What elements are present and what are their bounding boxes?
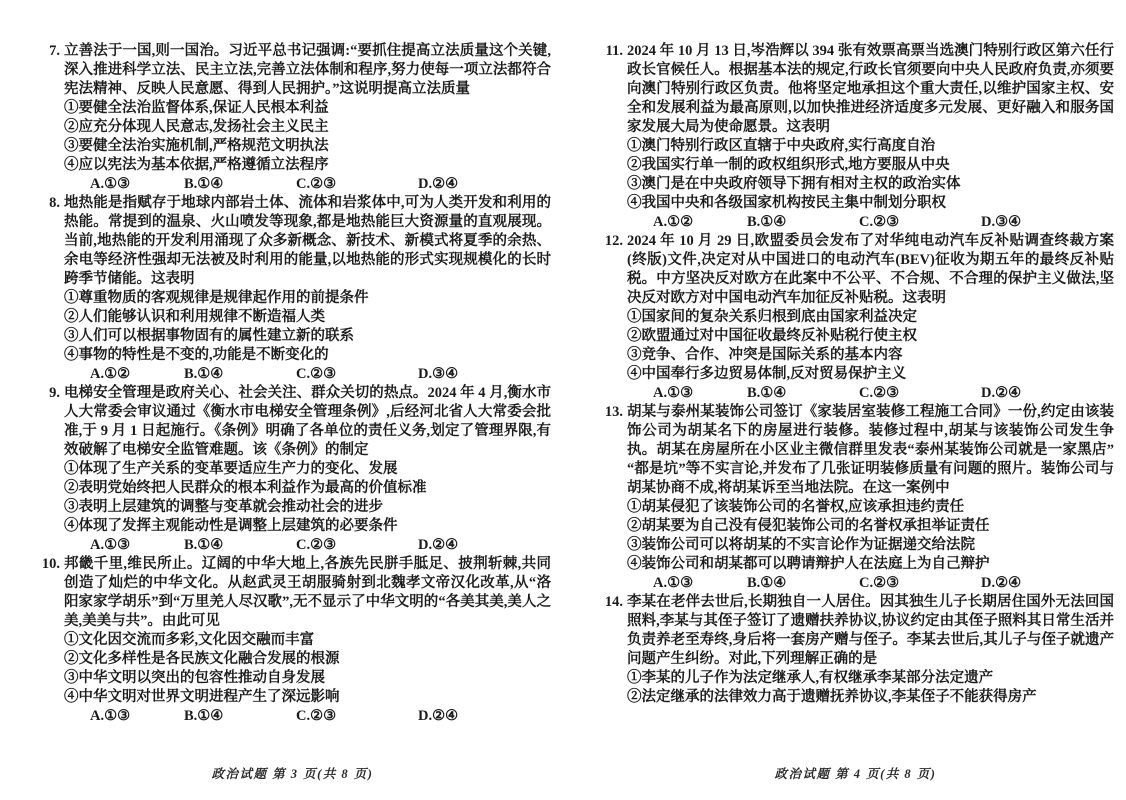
choice-c: C.②③ xyxy=(296,366,337,382)
choice-d: D.③④ xyxy=(418,366,459,382)
question-11 xyxy=(597,42,1114,232)
choice-b: B.①④ xyxy=(184,366,224,382)
page-4-questions xyxy=(597,42,1114,707)
answer-choices-row xyxy=(627,384,1114,403)
question-number: 8. xyxy=(49,195,60,211)
choice-a: A.①③ xyxy=(653,575,694,591)
option-item-3: ③装饰公司可以将胡某的不实言论作为证据递交给法院 xyxy=(627,537,975,553)
option-item-2: ②人们能够认识和利用规律不断造福人类 xyxy=(64,309,325,325)
question-body xyxy=(64,384,551,555)
question-number: 10. xyxy=(41,556,60,572)
option-item-4: ④中华文明对世界文明进程产生了深远影响 xyxy=(64,689,340,705)
choice-a: A.①③ xyxy=(90,708,131,724)
answer-choices-row xyxy=(627,213,1114,232)
option-item-1: ①胡某侵犯了该装饰公司的名誉权,应该承担违约责任 xyxy=(627,499,965,515)
question-stem: 2024 年 10 月 29 日,欧盟委员会发布了对华纯电动汽车反补贴调查终裁方案(终版)文件,决定对从中国进口的电动汽车(BEV)征收为期五年的最终反补贴税。中方坚决反对欧方在此案中不公平、不合规、不合理的保护主义做法,坚决反对欧方对中国电动汽车加征反补贴税。这表明 xyxy=(627,233,1114,306)
option-item-3: ③表明上层建筑的调整与变革就会推动社会的进步 xyxy=(64,499,383,515)
choice-d: D.②④ xyxy=(418,708,459,724)
question-13 xyxy=(597,403,1114,593)
choice-b: B.①④ xyxy=(747,214,787,230)
option-item-3: ③要健全法治实施机制,严格规范文明执法 xyxy=(64,138,329,154)
question-body xyxy=(64,555,551,726)
choice-a: A.①③ xyxy=(653,385,694,401)
question-body xyxy=(627,42,1114,232)
question-stem: 邦畿千里,维民所止。辽阔的中华大地上,各族先民胼手胝足、披荆斩棘,共同创造了灿烂的中华文化。从赵武灵王胡服骑射到北魏孝文帝汉化改革,从“洛阳家家学胡乐”到“万里羌人尽汉歌”,无不显示了中华文明的“各美其美,美人之美,美美与共”。由此可见 xyxy=(64,556,551,629)
question-stem: 2024 年 10 月 13 日,岑浩辉以 394 张有效票高票当选澳门特别行政区第六任行政长官候任人。根据基本法的规定,行政长官须要向中央人民政府负责,亦须要向澳门特别行政区负责。他将坚定地承担这个重大责任,以维护国家主权、安全和发展利益为最高原则,以加快推进经济适度多元发展、更好融入和服务国家发展大局为使命愿景。这表明 xyxy=(627,43,1114,135)
option-item-2: ②欧盟通过对中国征收最终反补贴税行使主权 xyxy=(627,328,917,344)
choice-d: D.②④ xyxy=(418,537,459,553)
question-number: 9. xyxy=(49,385,60,401)
choice-d: D.②④ xyxy=(981,385,1022,401)
page-3-footer: 政治试题 第 3 页(共 8 页) xyxy=(211,767,374,781)
question-stem: 胡某与泰州某装饰公司签订《家装居室装修工程施工合同》一份,约定由该装饰公司为胡某名下的房屋进行装修。装修过程中,胡某与该装饰公司发生争执。胡某在房屋所在小区业主微信群里发表“泰州某装饰公司就是一家黑店”“都是坑”等不实言论,并发布了几张证明装修质量有问题的照片。装饰公司与胡某协商不成,将胡某诉至当地法院。在这一案例中 xyxy=(627,404,1114,496)
page-3-column xyxy=(34,42,551,788)
choice-c: C.②③ xyxy=(859,214,900,230)
option-item-4: ④我国中央和各级国家机构按民主集中制划分职权 xyxy=(627,195,946,211)
page-4-column xyxy=(597,42,1114,788)
page-4-footer: 政治试题 第 4 页(共 8 页) xyxy=(774,767,937,781)
option-item-4: ④事物的特性是不变的,功能是不断变化的 xyxy=(64,347,329,363)
option-item-1: ①文化因交流而多彩,文化因交融而丰富 xyxy=(64,632,315,648)
option-item-2: ②法定继承的法律效力高于遗赠抚养协议,李某侄子不能获得房产 xyxy=(627,689,1037,705)
page-3-questions xyxy=(34,42,551,726)
question-14 xyxy=(597,593,1114,707)
choice-a: A.①② xyxy=(90,366,131,382)
choice-b: B.①④ xyxy=(184,176,224,192)
question-body xyxy=(64,42,551,194)
option-item-2: ②我国实行单一制的政权组织形式,地方要服从中央 xyxy=(627,157,950,173)
choice-b: B.①④ xyxy=(184,708,224,724)
question-number: 13. xyxy=(604,404,623,420)
question-number: 14. xyxy=(604,594,623,610)
option-item-3: ③人们可以根据事物固有的属性建立新的联系 xyxy=(64,328,354,344)
option-item-1: ①李某的儿子作为法定继承人,有权继承李某部分法定遗产 xyxy=(627,670,994,686)
option-item-3: ③竞争、合作、冲突是国际关系的基本内容 xyxy=(627,347,903,363)
choice-a: A.①③ xyxy=(90,537,131,553)
choice-d: D.②④ xyxy=(981,575,1022,591)
option-item-1: ①尊重物质的客观规律是规律起作用的前提条件 xyxy=(64,290,369,306)
option-item-2: ②应充分体现人民意志,发扬社会主义民主 xyxy=(64,119,329,135)
answer-choices-row xyxy=(64,175,551,194)
choice-a: A.①② xyxy=(653,214,694,230)
answer-choices-row xyxy=(627,574,1114,593)
question-body xyxy=(627,232,1114,403)
option-item-3: ③中华文明以突出的包容性推动自身发展 xyxy=(64,670,325,686)
question-10 xyxy=(34,555,551,726)
question-stem: 立善法于一国,则一国治。习近平总书记强调:“要抓住提高立法质量这个关键,深入推进科学立法、民主立法,完善立法体制和程序,努力使每一项立法都符合宪法精神、反映人民意愿、得到人民拥护。”这说明提高立法质量 xyxy=(64,43,551,97)
question-number: 12. xyxy=(604,233,623,249)
option-item-1: ①要健全法治监督体系,保证人民根本利益 xyxy=(64,100,329,116)
question-stem: 李某在老伴去世后,长期独自一人居住。因其独生儿子长期居住国外无法回国照料,李某与其侄子签订了遗赠扶养协议,协议约定由其侄子照料其日常生活并负责养老至寿终,身后将一套房产赠与侄子。李某去世后,其儿子与侄子就遗产问题产生纠纷。对此,下列理解正确的是 xyxy=(627,594,1114,667)
question-8 xyxy=(34,194,551,384)
option-item-2: ②文化多样性是各民族文化融合发展的根源 xyxy=(64,651,340,667)
choice-d: D.②④ xyxy=(418,176,459,192)
option-item-3: ③澳门是在中央政府领导下拥有相对主权的政治实体 xyxy=(627,176,961,192)
answer-choices-row xyxy=(64,707,551,726)
question-stem: 地热能是指赋存于地球内部岩土体、流体和岩浆体中,可为人类开发和利用的热能。常提到的温泉、火山喷发等现象,都是地热能巨大资源量的直观展现。当前,地热能的开发利用涌现了众多新概念、新技术、新模式将夏季的余热、余电等经济性强却无法被及时利用的能量,以地热能的形式实现规模化的长时跨季节储能。这表明 xyxy=(64,195,551,287)
question-number: 11. xyxy=(605,43,623,59)
choice-b: B.①④ xyxy=(747,385,787,401)
option-item-2: ②表明党始终把人民群众的根本利益作为最高的价值标准 xyxy=(64,480,427,496)
choice-d: D.③④ xyxy=(981,214,1022,230)
option-item-2: ②胡某要为自己没有侵犯装饰公司的名誉权承担举证责任 xyxy=(627,518,990,534)
answer-choices-row xyxy=(64,365,551,384)
question-body xyxy=(64,194,551,384)
choice-a: A.①③ xyxy=(90,176,131,192)
option-item-1: ①国家间的复杂关系归根到底由国家利益决定 xyxy=(627,309,917,325)
option-item-4: ④体现了发挥主观能动性是调整上层建筑的必要条件 xyxy=(64,518,398,534)
question-stem: 电梯安全管理是政府关心、社会关注、群众关切的热点。2024 年 4 月,衡水市人大常委会审议通过《衡水市电梯安全管理条例》,后经河北省人大常委会批准,于 9 月 1 日起施行。《条例》明确了各单位的责任义务,划定了管理界限,有效破解了电梯安全监管难题。该《条例》的制定 xyxy=(64,385,551,458)
option-item-1: ①澳门特别行政区直辖于中央政府,实行高度自治 xyxy=(627,138,936,154)
question-12 xyxy=(597,232,1114,403)
question-body xyxy=(627,403,1114,593)
option-item-4: ④应以宪法为基本依据,严格遵循立法程序 xyxy=(64,157,329,173)
choice-c: C.②③ xyxy=(296,708,337,724)
choice-c: C.②③ xyxy=(859,385,900,401)
choice-c: C.②③ xyxy=(296,176,337,192)
answer-choices-row xyxy=(64,536,551,555)
choice-b: B.①④ xyxy=(184,537,224,553)
question-body xyxy=(627,593,1114,707)
option-item-4: ④装饰公司和胡某都可以聘请辩护人在法庭上为自己辩护 xyxy=(627,556,990,572)
choice-c: C.②③ xyxy=(296,537,337,553)
question-number: 7. xyxy=(49,43,60,59)
choice-b: B.①④ xyxy=(747,575,787,591)
option-item-4: ④中国奉行多边贸易体制,反对贸易保护主义 xyxy=(627,366,907,382)
question-9 xyxy=(34,384,551,555)
option-item-1: ①体现了生产关系的变革要适应生产力的变化、发展 xyxy=(64,461,398,477)
choice-c: C.②③ xyxy=(859,575,900,591)
question-7 xyxy=(34,42,551,194)
